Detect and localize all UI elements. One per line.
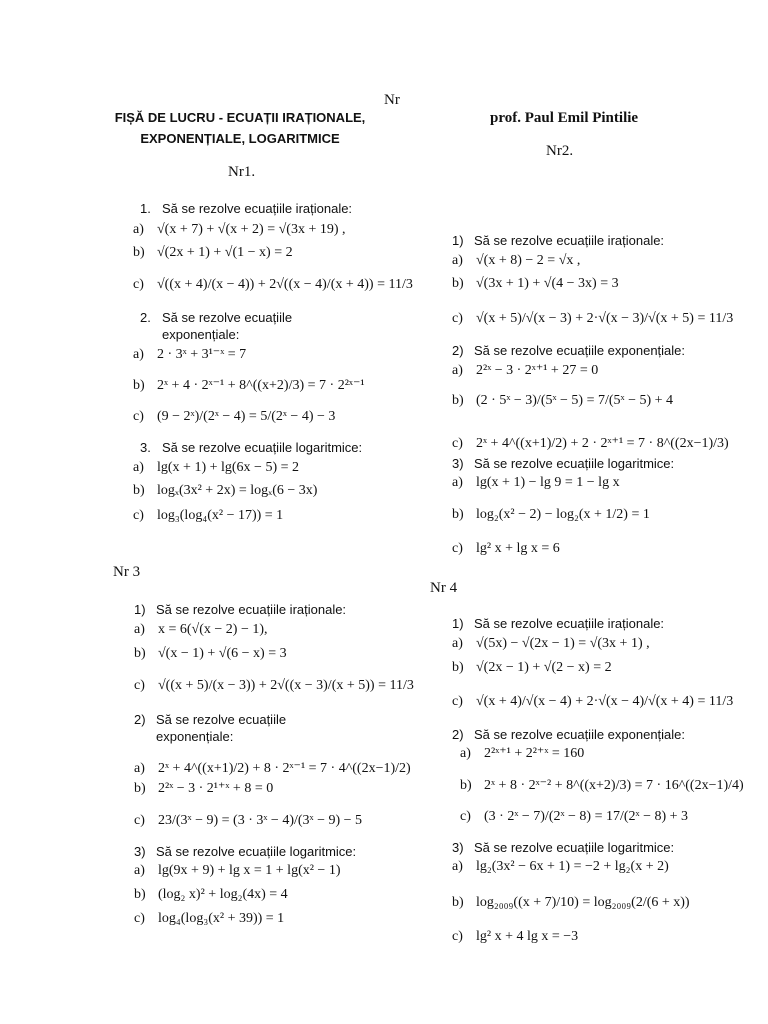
s1-eq-1a: a) √(x + 7) + √(x + 2) = √(3x + 19) , bbox=[133, 222, 346, 237]
s2-eq-3b: b) log₂(x² − 2) − log₂(x + 1/2) = 1 bbox=[452, 507, 650, 522]
s3-eq-2c: c) 23/(3ˣ − 9) = (3 · 3ˣ − 4)/(3ˣ − 9) − 5 bbox=[134, 813, 363, 828]
s3-eq-2b: b) 2²ˣ − 3 · 2¹⁺ˣ + 8 = 0 bbox=[134, 781, 274, 796]
s1-eq-2b: b) 2ˣ + 4 · 2ˣ⁻¹ + 8^((x+2)/3) = 7 · 2²ˣ⁻¹ bbox=[133, 378, 365, 393]
s2-eq-2b: b) (2 · 5ˣ − 3)/(5ˣ − 5) = 7/(5ˣ − 5) + 4 bbox=[452, 393, 674, 408]
s1-eq-1c: c) √((x + 4)/(x − 4)) + 2√((x − 4)/(x + 4)) = 11/3 bbox=[133, 277, 413, 292]
s3-eq-1a: a) x = 6(√(x − 2) − 1), bbox=[134, 622, 268, 637]
s4-eq-1a: a) √(5x) − √(2x − 1) = √(3x + 1) , bbox=[452, 636, 650, 651]
s2-eq-1c: c) √(x + 5)/√(x − 3) + 2·√(x − 3)/√(x + 5) = 11/3 bbox=[452, 311, 734, 326]
s4-eq-2c: c) (3 · 2ˣ − 7)/(2ˣ − 8) = 17/(2ˣ − 8) + 3 bbox=[460, 809, 689, 824]
s1-eq-3b: b) logₓ(3x² + 2x) = logₓ(6 − 3x) bbox=[133, 483, 318, 498]
s3-eq-3c: c) log₄(log₃(x² + 39)) = 1 bbox=[134, 911, 285, 926]
s4-question-3: 3) Să se rezolve ecuațiile logaritmice: bbox=[452, 840, 675, 855]
s1-question-1: 1. Să se rezolve ecuațiile iraționale: bbox=[140, 201, 353, 216]
section-label-nr4: Nr 4 bbox=[430, 580, 458, 596]
s4-eq-1b: b) √(2x − 1) + √(2 − x) = 2 bbox=[452, 660, 612, 675]
s2-eq-1b: b) √(3x + 1) + √(4 − 3x) = 3 bbox=[452, 276, 619, 291]
s1-eq-2a: a) 2 · 3ˣ + 3¹⁻ˣ = 7 bbox=[133, 347, 247, 362]
s3-eq-3b: b) (log₂ x)² + log₂(4x) = 4 bbox=[134, 887, 288, 902]
s2-eq-1a: a) √(x + 8) − 2 = √x , bbox=[452, 253, 581, 268]
document-title-line2: EXPONENȚIALE, LOGARITMICE bbox=[140, 131, 340, 146]
s2-eq-2a: a) 2²ˣ − 3 · 2ˣ⁺¹ + 27 = 0 bbox=[452, 363, 599, 378]
s3-eq-1b: b) √(x − 1) + √(6 − x) = 3 bbox=[134, 646, 287, 661]
s2-question-1: 1) Să se rezolve ecuațiile iraționale: bbox=[452, 233, 665, 248]
document-title-line1: FIȘĂ DE LUCRU - ECUAȚII IRAȚIONALE, bbox=[114, 110, 366, 125]
s2-eq-3a: a) lg(x + 1) − lg 9 = 1 − lg x bbox=[452, 475, 620, 490]
s4-eq-3b: b) log₂₀₀₉((x + 7)/10) = log₂₀₀₉(2/(6 + x)) bbox=[452, 895, 690, 910]
s3-eq-3a: a) lg(9x + 9) + lg x = 1 + lg(x² − 1) bbox=[134, 863, 341, 878]
section-label-nr3: Nr 3 bbox=[113, 564, 141, 580]
s3-eq-2a: a) 2ˣ + 4^((x+1)/2) + 8 · 2ˣ⁻¹ = 7 · 4^((2x−1)/2) bbox=[134, 761, 411, 776]
s3-question-2: 2) Să se rezolve ecuațiile exponențiale: bbox=[134, 712, 287, 744]
s4-question-2: 2) Să se rezolve ecuațiile exponențiale: bbox=[452, 727, 686, 742]
s4-eq-3a: a) lg₂(3x² − 6x + 1) = −2 + lg₂(x + 2) bbox=[452, 859, 669, 874]
s1-eq-1b: b) √(2x + 1) + √(1 − x) = 2 bbox=[133, 245, 293, 260]
header-nr: Nr bbox=[384, 92, 400, 108]
author-name: prof. Paul Emil Pintilie bbox=[490, 110, 639, 126]
s1-question-2: 2. Să se rezolve ecuațiile exponențiale: bbox=[140, 310, 293, 342]
section-label-nr1: Nr1. bbox=[228, 164, 256, 180]
s3-eq-1c: c) √((x + 5)/(x − 3)) + 2√((x − 3)/(x + 5)) = 11/3 bbox=[134, 678, 414, 693]
s1-question-3: 3. Să se rezolve ecuațiile logaritmice: bbox=[140, 440, 363, 455]
s4-question-1: 1) Să se rezolve ecuațiile iraționale: bbox=[452, 616, 665, 631]
s2-eq-2c: c) 2ˣ + 4^((x+1)/2) + 2 · 2ˣ⁺¹ = 7 · 8^((2x−1)/3) bbox=[452, 436, 729, 451]
s1-eq-3a: a) lg(x + 1) + lg(6x − 5) = 2 bbox=[133, 460, 300, 475]
s3-question-1: 1) Să se rezolve ecuațiile iraționale: bbox=[134, 602, 347, 617]
s2-eq-3c: c) lg² x + lg x = 6 bbox=[452, 541, 560, 556]
s3-question-3: 3) Să se rezolve ecuațiile logaritmice: bbox=[134, 844, 357, 859]
s2-question-2: 2) Să se rezolve ecuațiile exponențiale: bbox=[452, 343, 686, 358]
s4-eq-3c: c) lg² x + 4 lg x = −3 bbox=[452, 929, 579, 944]
section-label-nr2: Nr2. bbox=[546, 143, 574, 159]
s2-question-3: 3) Să se rezolve ecuațiile logaritmice: bbox=[452, 456, 675, 471]
s4-eq-2b: b) 2ˣ + 8 · 2ˣ⁻² + 8^((x+2)/3) = 7 · 16^((2x−1)/4) bbox=[460, 778, 744, 793]
s4-eq-1c: c) √(x + 4)/√(x − 4) + 2·√(x − 4)/√(x + 4) = 11/3 bbox=[452, 694, 734, 709]
s1-eq-3c: c) log₃(log₄(x² − 17)) = 1 bbox=[133, 508, 284, 523]
s4-eq-2a: a) 2²ˣ⁺¹ + 2²⁺ˣ = 160 bbox=[460, 746, 585, 761]
s1-eq-2c: c) (9 − 2ˣ)/(2ˣ − 4) = 5/(2ˣ − 4) − 3 bbox=[133, 409, 336, 424]
